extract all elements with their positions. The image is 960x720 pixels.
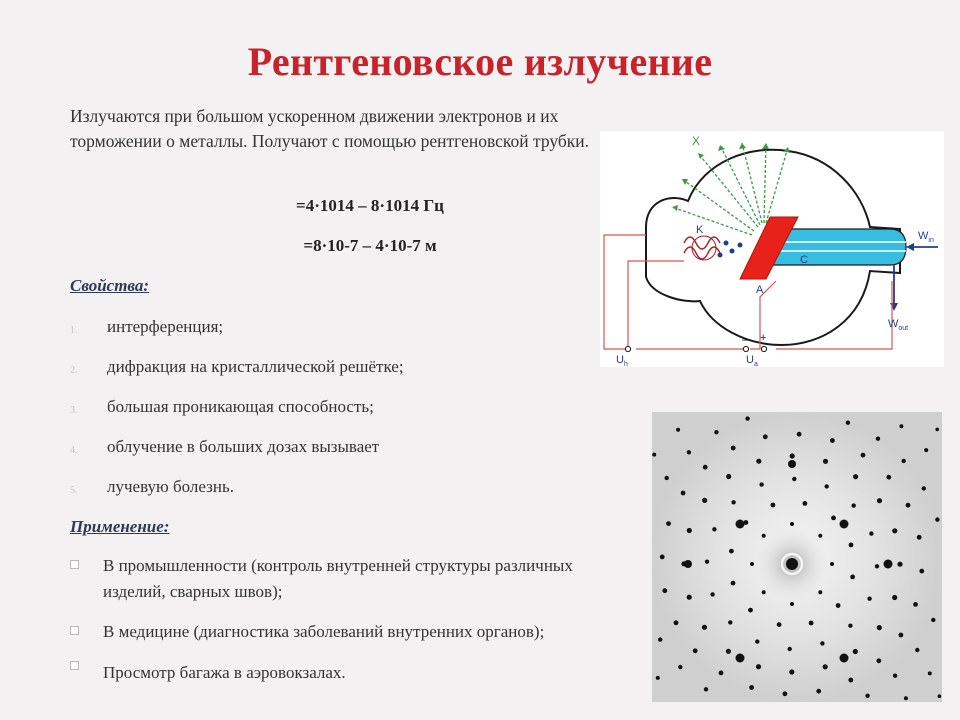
application-item: В медицине (диагностика заболеваний внутренних органов);: [103, 622, 545, 641]
diffraction-spot-strong: [736, 654, 745, 663]
diffraction-spot: [790, 453, 795, 458]
diffraction-spot: [809, 621, 814, 626]
diffraction-spot: [853, 649, 858, 654]
diffraction-spot: [705, 560, 709, 564]
diffraction-spot: [869, 531, 873, 535]
svg-text:Ua: [746, 354, 758, 367]
diffraction-spot: [658, 637, 662, 641]
xray-tube-diagram: [600, 131, 944, 367]
plus-label: +: [760, 332, 767, 344]
diffraction-spot-strong: [788, 460, 796, 468]
diffraction-spot: [797, 432, 802, 437]
diffraction-spot: [876, 658, 881, 663]
diffraction-spot: [825, 484, 829, 488]
diffraction-spot: [703, 465, 708, 470]
coolant-label: C: [800, 254, 808, 266]
ua-label: U: [746, 354, 754, 366]
bullet-icon: [70, 626, 79, 635]
application-item: В промышленности (контроль внутренней структуры различных изделий, сварных швов);: [103, 556, 573, 601]
diffraction-spot: [836, 603, 841, 608]
bullet-icon: [70, 560, 79, 569]
diffraction-spot: [788, 647, 792, 651]
diffraction-spot: [745, 416, 749, 420]
diffraction-spot: [674, 620, 679, 625]
diffraction-spot: [731, 581, 736, 586]
diffraction-spot: [712, 527, 716, 531]
diffraction-spot: [848, 678, 853, 683]
list-number: 1.: [70, 325, 78, 336]
diffraction-spot: [877, 498, 882, 503]
diffraction-spot: [892, 528, 897, 533]
diffraction-spot: [726, 649, 731, 654]
diffraction-spot: [906, 503, 911, 508]
diffraction-spot: [902, 459, 906, 463]
diffraction-spot-strong: [884, 560, 893, 569]
diffraction-spot: [759, 482, 763, 486]
x-ray-label: X: [692, 134, 701, 148]
list-number: 2.: [70, 365, 78, 376]
diffraction-spot: [748, 608, 753, 613]
diffraction-spot: [915, 648, 919, 652]
diffraction-spot: [922, 486, 926, 490]
diffraction-spot-strong: [840, 520, 849, 529]
diffraction-spot: [790, 522, 794, 526]
diffraction-spot: [666, 521, 671, 526]
diffraction-spot: [919, 569, 924, 574]
diffraction-spot: [710, 592, 714, 596]
diffraction-spot: [729, 549, 734, 554]
diffraction-spot: [687, 595, 692, 600]
diffraction-spot: [762, 534, 766, 538]
diffraction-spot: [904, 696, 908, 700]
diffraction-pattern-image: [652, 412, 942, 702]
diffraction-spot: [789, 669, 794, 674]
diffraction-spot: [731, 500, 735, 504]
anode-label: A: [756, 284, 764, 296]
list-number: 4.: [70, 445, 78, 456]
diffraction-spot: [756, 459, 761, 464]
diffraction-spot: [749, 685, 754, 690]
diffraction-spot: [687, 450, 691, 454]
diffraction-spot: [876, 437, 880, 441]
diffraction-spot: [714, 430, 718, 434]
diffraction-spot: [935, 517, 939, 521]
diffraction-spot: [662, 588, 667, 593]
diffraction-spot: [928, 671, 932, 675]
diffraction-spot: [756, 664, 761, 669]
diffraction-spot: [899, 633, 904, 638]
diffraction-spot: [861, 453, 866, 458]
w-in-label: W: [918, 230, 929, 242]
diffraction-spot: [702, 498, 707, 503]
property-item: лучевую болезнь.: [107, 477, 234, 496]
diffraction-spot: [687, 528, 692, 533]
diffraction-spot: [763, 434, 768, 439]
diffraction-spot: [771, 503, 776, 508]
diffraction-spot: [818, 534, 822, 538]
diffraction-spot: [917, 535, 922, 540]
diffraction-spot: [938, 694, 942, 698]
cathode-label: K: [696, 224, 704, 236]
w-out-label: W: [888, 318, 899, 330]
diffraction-spot: [849, 543, 854, 548]
diffraction-spot: [852, 503, 856, 507]
diffraction-spot: [728, 620, 732, 624]
diffraction-spot: [704, 687, 708, 691]
diffraction-spot: [893, 674, 897, 678]
diffraction-spot: [783, 691, 788, 696]
diffraction-spot: [848, 624, 852, 628]
diffraction-spot: [792, 477, 796, 481]
application-item: Просмотр багажа в аэровокзалах.: [103, 663, 346, 682]
diffraction-spot: [820, 641, 824, 645]
diffraction-spot: [818, 590, 822, 594]
diffraction-spot: [823, 664, 828, 669]
diffraction-spot: [755, 639, 759, 643]
diffraction-spot: [853, 474, 858, 479]
diffraction-spot: [731, 446, 736, 451]
diffraction-spot: [790, 602, 794, 606]
intro-text: Излучаются при большом ускоренном движении электронов и их торможении о металлы. Получают с помощью рентгеновской трубки.: [70, 106, 590, 151]
bullet-icon: [70, 661, 79, 670]
property-item: интерференция;: [107, 317, 224, 336]
diffraction-spot: [823, 459, 828, 464]
diffraction-spot-strong: [736, 520, 745, 529]
property-item: дифракция на кристаллической решётке;: [107, 357, 404, 376]
diffraction-spot: [726, 474, 731, 479]
diffraction-spot: [931, 618, 935, 622]
diffraction-spot: [865, 694, 869, 698]
ua-subscript: a: [753, 361, 758, 367]
diffraction-spot: [816, 689, 821, 694]
diffraction-spot: [762, 590, 766, 594]
diffraction-spot: [660, 555, 665, 560]
diffraction-spot: [913, 602, 918, 607]
diffraction-spot: [892, 595, 897, 600]
minus-label: –: [742, 334, 749, 346]
diffraction-spot: [702, 625, 707, 630]
wavelength-range: =8·10-7 – 4·10-7 м: [303, 236, 437, 255]
diffraction-spot: [877, 625, 882, 630]
diffraction-spot: [899, 424, 903, 428]
diffraction-spot: [676, 428, 680, 432]
diffraction-spot: [803, 501, 808, 506]
property-item: большая проникающая способность;: [107, 397, 374, 416]
diffraction-spot: [693, 648, 698, 653]
svg-text:Uh: [616, 354, 628, 367]
diffraction-spot-strong: [840, 654, 849, 663]
diffraction-spot: [678, 665, 682, 669]
diffraction-spot: [777, 622, 782, 627]
w-out-subscript: out: [898, 325, 909, 332]
property-item: облучение в больших дозах вызывает: [107, 437, 380, 456]
frequency-range: =4·1014 – 8·1014 Гц: [296, 196, 444, 215]
diffraction-spot: [719, 671, 724, 676]
diffraction-spot: [665, 476, 669, 480]
diffraction-spot: [681, 491, 686, 496]
diffraction-spot: [897, 562, 902, 567]
svg-text:Win: [918, 230, 934, 244]
diffraction-spot: [846, 421, 850, 425]
diffraction-spot: [830, 438, 835, 443]
diffraction-spot: [750, 562, 754, 566]
uh-subscript: h: [623, 361, 628, 367]
properties-heading: Свойства:: [70, 276, 150, 295]
list-number: 3.: [70, 405, 78, 416]
diffraction-spot: [935, 428, 939, 432]
list-number: 5.: [70, 485, 78, 496]
uh-label: U: [616, 354, 624, 366]
diffraction-spot: [830, 562, 834, 566]
svg-text:Wout: [888, 318, 908, 332]
diffraction-spot: [850, 575, 855, 580]
diffraction-spot: [656, 676, 660, 680]
w-in-subscript: in: [928, 237, 934, 244]
diffraction-spot: [652, 453, 656, 457]
diffraction-spot: [924, 448, 928, 452]
diffraction-spot: [867, 597, 871, 601]
page-title: Рентгеновское излучение: [247, 39, 713, 84]
diffraction-spot: [886, 475, 891, 480]
diffraction-spot: [831, 516, 836, 521]
diffraction-spot-strong: [684, 560, 692, 568]
application-heading: Применение:: [70, 517, 170, 536]
diffraction-spot: [875, 564, 879, 568]
